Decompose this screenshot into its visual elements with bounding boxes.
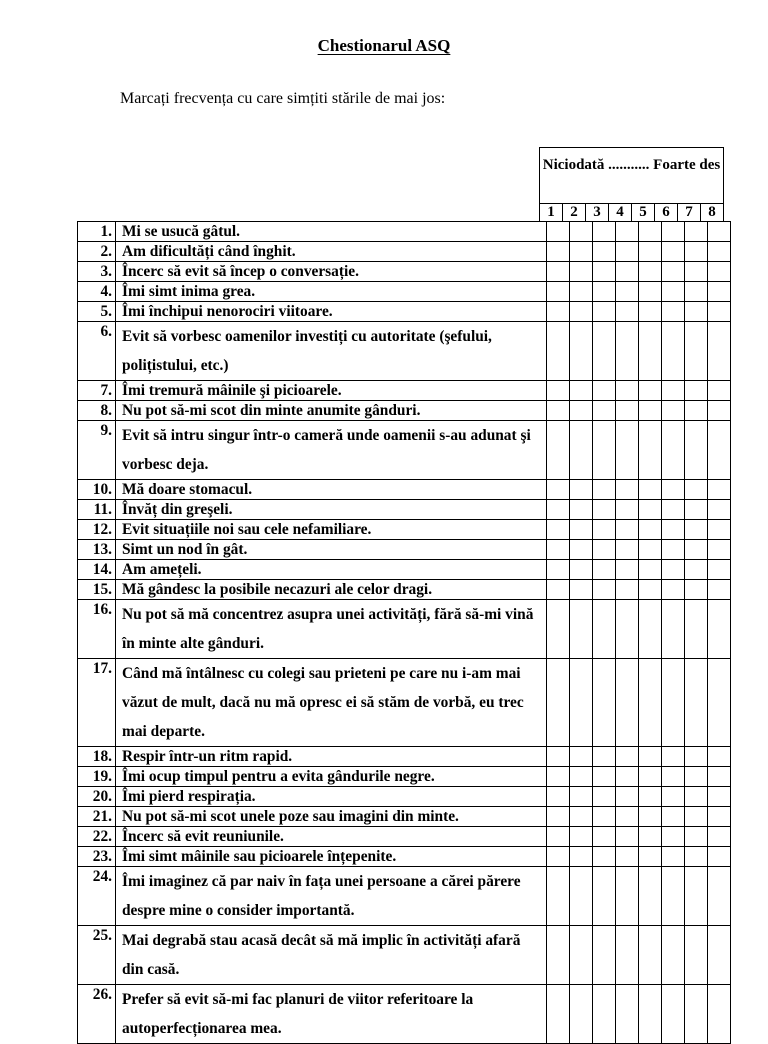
rating-cell-7[interactable] — [685, 827, 708, 847]
question-number: 14. — [78, 560, 116, 580]
rating-cell-3[interactable] — [593, 847, 616, 867]
instruction-text: Marcați frecvența cu care simțiti stările de mai jos: — [120, 90, 446, 107]
rating-cell-5[interactable] — [639, 222, 662, 242]
rating-cell-4[interactable] — [616, 827, 639, 847]
rating-cell-4[interactable] — [616, 242, 639, 262]
rating-cell-1[interactable] — [547, 847, 570, 867]
rating-cell-1[interactable] — [547, 302, 570, 322]
rating-cell-1[interactable] — [547, 767, 570, 787]
rating-cell-8[interactable] — [708, 500, 731, 520]
questionnaire-table — [77, 221, 731, 1044]
rating-cell-3[interactable] — [593, 242, 616, 262]
rating-cell-5[interactable] — [639, 401, 662, 421]
scale-column-7: 7 — [678, 204, 701, 222]
rating-cell-5[interactable] — [639, 381, 662, 401]
rating-cell-4[interactable] — [616, 520, 639, 540]
rating-cell-1[interactable] — [547, 262, 570, 282]
rating-cell-3[interactable] — [593, 480, 616, 500]
rating-cell-4[interactable] — [616, 500, 639, 520]
question-number: 22. — [78, 827, 116, 847]
rating-cell-3[interactable] — [593, 222, 616, 242]
question-row — [78, 381, 731, 401]
rating-cell-1[interactable] — [547, 560, 570, 580]
rating-cell-2[interactable] — [570, 600, 593, 659]
rating-cell-5[interactable] — [639, 985, 662, 1044]
rating-cell-8[interactable] — [708, 222, 731, 242]
rating-cell-2[interactable] — [570, 222, 593, 242]
rating-cell-8[interactable] — [708, 302, 731, 322]
question-row — [78, 787, 731, 807]
rating-cell-8[interactable] — [708, 600, 731, 659]
rating-cell-5[interactable] — [639, 560, 662, 580]
rating-cell-7[interactable] — [685, 767, 708, 787]
rating-cell-8[interactable] — [708, 985, 731, 1044]
rating-cell-7[interactable] — [685, 985, 708, 1044]
rating-cell-2[interactable] — [570, 867, 593, 926]
rating-cell-5[interactable] — [639, 580, 662, 600]
rating-cell-4[interactable] — [616, 867, 639, 926]
question-number: 25. — [78, 926, 116, 985]
rating-cell-7[interactable] — [685, 480, 708, 500]
rating-cell-3[interactable] — [593, 926, 616, 985]
rating-cell-1[interactable] — [547, 985, 570, 1044]
rating-cell-5[interactable] — [639, 520, 662, 540]
rating-cell-7[interactable] — [685, 500, 708, 520]
rating-cell-6[interactable] — [662, 540, 685, 560]
scale-column-1: 1 — [540, 204, 563, 222]
rating-cell-6[interactable] — [662, 421, 685, 480]
question-text: Nu pot să-mi scot din minte anumite gânduri. — [116, 401, 547, 421]
rating-cell-1[interactable] — [547, 926, 570, 985]
rating-cell-1[interactable] — [547, 867, 570, 926]
rating-cell-1[interactable] — [547, 322, 570, 381]
rating-cell-7[interactable] — [685, 560, 708, 580]
rating-cell-7[interactable] — [685, 747, 708, 767]
rating-cell-5[interactable] — [639, 500, 662, 520]
rating-cell-2[interactable] — [570, 540, 593, 560]
rating-cell-6[interactable] — [662, 985, 685, 1044]
rating-cell-8[interactable] — [708, 381, 731, 401]
question-text: Mă doare stomacul. — [116, 480, 547, 500]
question-row — [78, 600, 731, 659]
rating-cell-8[interactable] — [708, 560, 731, 580]
rating-cell-5[interactable] — [639, 480, 662, 500]
rating-cell-5[interactable] — [639, 421, 662, 480]
rating-cell-4[interactable] — [616, 540, 639, 560]
rating-cell-5[interactable] — [639, 659, 662, 747]
rating-cell-7[interactable] — [685, 421, 708, 480]
rating-cell-7[interactable] — [685, 600, 708, 659]
rating-cell-4[interactable] — [616, 381, 639, 401]
rating-cell-6[interactable] — [662, 787, 685, 807]
rating-cell-8[interactable] — [708, 401, 731, 421]
rating-cell-2[interactable] — [570, 500, 593, 520]
rating-cell-7[interactable] — [685, 807, 708, 827]
rating-cell-7[interactable] — [685, 520, 708, 540]
question-row — [78, 767, 731, 787]
rating-cell-8[interactable] — [708, 747, 731, 767]
rating-cell-2[interactable] — [570, 401, 593, 421]
question-text: Îmi tremură mâinile şi picioarele. — [116, 381, 547, 401]
rating-cell-1[interactable] — [547, 520, 570, 540]
rating-cell-6[interactable] — [662, 926, 685, 985]
rating-cell-6[interactable] — [662, 827, 685, 847]
scale-column-8: 8 — [701, 204, 724, 222]
rating-cell-2[interactable] — [570, 421, 593, 480]
rating-cell-3[interactable] — [593, 767, 616, 787]
question-text: Evit să vorbesc oamenilor investiți cu autoritate (şefului, polițistului, etc.) — [116, 322, 547, 381]
rating-cell-1[interactable] — [547, 480, 570, 500]
frequency-scale-header — [539, 147, 724, 222]
rating-cell-7[interactable] — [685, 222, 708, 242]
question-row — [78, 520, 731, 540]
rating-cell-2[interactable] — [570, 322, 593, 381]
scale-column-2: 2 — [563, 204, 586, 222]
rating-cell-4[interactable] — [616, 767, 639, 787]
rating-cell-6[interactable] — [662, 747, 685, 767]
rating-cell-1[interactable] — [547, 242, 570, 262]
rating-cell-1[interactable] — [547, 282, 570, 302]
rating-cell-2[interactable] — [570, 242, 593, 262]
rating-cell-5[interactable] — [639, 322, 662, 381]
rating-cell-4[interactable] — [616, 222, 639, 242]
rating-cell-8[interactable] — [708, 580, 731, 600]
rating-cell-6[interactable] — [662, 867, 685, 926]
question-row — [78, 827, 731, 847]
question-text: Respir într-un ritm rapid. — [116, 747, 547, 767]
question-row — [78, 560, 731, 580]
rating-cell-4[interactable] — [616, 401, 639, 421]
question-row — [78, 322, 731, 381]
rating-cell-2[interactable] — [570, 807, 593, 827]
question-row — [78, 302, 731, 322]
rating-cell-5[interactable] — [639, 767, 662, 787]
rating-cell-3[interactable] — [593, 540, 616, 560]
question-number: 9. — [78, 421, 116, 480]
rating-cell-7[interactable] — [685, 540, 708, 560]
rating-cell-8[interactable] — [708, 322, 731, 381]
scale-column-6: 6 — [655, 204, 678, 222]
question-number: 13. — [78, 540, 116, 560]
question-number: 11. — [78, 500, 116, 520]
question-row — [78, 500, 731, 520]
scale-column-5: 5 — [632, 204, 655, 222]
rating-cell-4[interactable] — [616, 847, 639, 867]
rating-cell-8[interactable] — [708, 827, 731, 847]
question-row — [78, 807, 731, 827]
rating-cell-3[interactable] — [593, 827, 616, 847]
rating-cell-4[interactable] — [616, 580, 639, 600]
rating-cell-5[interactable] — [639, 847, 662, 867]
question-row — [78, 282, 731, 302]
rating-cell-3[interactable] — [593, 787, 616, 807]
question-number: 18. — [78, 747, 116, 767]
rating-cell-2[interactable] — [570, 381, 593, 401]
rating-cell-2[interactable] — [570, 767, 593, 787]
question-text: Îmi ocup timpul pentru a evita gândurile negre. — [116, 767, 547, 787]
rating-cell-4[interactable] — [616, 480, 639, 500]
rating-cell-2[interactable] — [570, 847, 593, 867]
question-number: 17. — [78, 659, 116, 747]
question-number: 10. — [78, 480, 116, 500]
rating-cell-6[interactable] — [662, 222, 685, 242]
rating-cell-6[interactable] — [662, 659, 685, 747]
rating-cell-4[interactable] — [616, 560, 639, 580]
question-row — [78, 985, 731, 1044]
rating-cell-3[interactable] — [593, 985, 616, 1044]
rating-cell-7[interactable] — [685, 659, 708, 747]
rating-cell-6[interactable] — [662, 381, 685, 401]
rating-cell-2[interactable] — [570, 827, 593, 847]
rating-cell-6[interactable] — [662, 401, 685, 421]
question-row — [78, 401, 731, 421]
rating-cell-6[interactable] — [662, 807, 685, 827]
rating-cell-3[interactable] — [593, 500, 616, 520]
rating-cell-3[interactable] — [593, 520, 616, 540]
rating-cell-1[interactable] — [547, 401, 570, 421]
rating-cell-4[interactable] — [616, 322, 639, 381]
rating-cell-2[interactable] — [570, 926, 593, 985]
rating-cell-6[interactable] — [662, 520, 685, 540]
question-text: Când mă întâlnesc cu colegi sau prieteni pe care nu i-am mai văzut de mult, dacă nu mă opresc ei să stăm de vorbă, eu trec mai departe. — [116, 659, 547, 747]
rating-cell-1[interactable] — [547, 500, 570, 520]
rating-cell-1[interactable] — [547, 659, 570, 747]
question-number: 7. — [78, 381, 116, 401]
rating-cell-3[interactable] — [593, 560, 616, 580]
question-text: Îmi închipui nenorociri viitoare. — [116, 302, 547, 322]
question-number: 2. — [78, 242, 116, 262]
question-row — [78, 926, 731, 985]
rating-cell-5[interactable] — [639, 600, 662, 659]
rating-cell-4[interactable] — [616, 659, 639, 747]
rating-cell-2[interactable] — [570, 985, 593, 1044]
rating-cell-5[interactable] — [639, 747, 662, 767]
question-text: Evit să intru singur într-o cameră unde oamenii s-au adunat şi vorbesc deja. — [116, 421, 547, 480]
question-number: 26. — [78, 985, 116, 1044]
rating-cell-2[interactable] — [570, 480, 593, 500]
rating-cell-7[interactable] — [685, 282, 708, 302]
rating-cell-8[interactable] — [708, 540, 731, 560]
rating-cell-8[interactable] — [708, 282, 731, 302]
rating-cell-4[interactable] — [616, 747, 639, 767]
rating-cell-2[interactable] — [570, 659, 593, 747]
rating-cell-5[interactable] — [639, 282, 662, 302]
rating-cell-6[interactable] — [662, 767, 685, 787]
rating-cell-2[interactable] — [570, 520, 593, 540]
rating-cell-8[interactable] — [708, 659, 731, 747]
question-text: Am amețeli. — [116, 560, 547, 580]
question-text: Mai degrabă stau acasă decât să mă implic în activități afară din casă. — [116, 926, 547, 985]
question-number: 12. — [78, 520, 116, 540]
rating-cell-3[interactable] — [593, 600, 616, 659]
question-number: 1. — [78, 222, 116, 242]
rating-cell-1[interactable] — [547, 222, 570, 242]
rating-cell-6[interactable] — [662, 600, 685, 659]
rating-cell-6[interactable] — [662, 262, 685, 282]
question-number: 20. — [78, 787, 116, 807]
question-text: Nu pot să mă concentrez asupra unei activități, fără să-mi vină în minte alte gânduri. — [116, 600, 547, 659]
rating-cell-5[interactable] — [639, 926, 662, 985]
rating-cell-5[interactable] — [639, 242, 662, 262]
rating-cell-5[interactable] — [639, 787, 662, 807]
rating-cell-7[interactable] — [685, 401, 708, 421]
rating-cell-7[interactable] — [685, 847, 708, 867]
rating-cell-8[interactable] — [708, 520, 731, 540]
rating-cell-2[interactable] — [570, 747, 593, 767]
question-number: 15. — [78, 580, 116, 600]
rating-cell-5[interactable] — [639, 262, 662, 282]
rating-cell-6[interactable] — [662, 242, 685, 262]
rating-cell-3[interactable] — [593, 262, 616, 282]
rating-cell-5[interactable] — [639, 867, 662, 926]
question-number: 3. — [78, 262, 116, 282]
question-text: Mă gândesc la posibile necazuri ale celor dragi. — [116, 580, 547, 600]
rating-cell-8[interactable] — [708, 262, 731, 282]
rating-cell-2[interactable] — [570, 787, 593, 807]
question-text: Nu pot să-mi scot unele poze sau imagini din minte. — [116, 807, 547, 827]
rating-cell-6[interactable] — [662, 580, 685, 600]
question-text: Încerc să evit să încep o conversație. — [116, 262, 547, 282]
rating-cell-6[interactable] — [662, 322, 685, 381]
rating-cell-6[interactable] — [662, 302, 685, 322]
scale-column-4: 4 — [609, 204, 632, 222]
question-text: Mi se usucă gâtul. — [116, 222, 547, 242]
questionnaire-title: Chestionarul ASQ — [317, 36, 451, 55]
rating-cell-4[interactable] — [616, 600, 639, 659]
rating-cell-7[interactable] — [685, 787, 708, 807]
rating-cell-6[interactable] — [662, 560, 685, 580]
rating-cell-5[interactable] — [639, 302, 662, 322]
question-text: Am dificultăți când înghit. — [116, 242, 547, 262]
rating-cell-3[interactable] — [593, 807, 616, 827]
rating-cell-2[interactable] — [570, 560, 593, 580]
rating-cell-6[interactable] — [662, 847, 685, 867]
rating-cell-4[interactable] — [616, 282, 639, 302]
rating-cell-1[interactable] — [547, 787, 570, 807]
question-text: Evit situațiile noi sau cele nefamiliare. — [116, 520, 547, 540]
rating-cell-8[interactable] — [708, 867, 731, 926]
rating-cell-1[interactable] — [547, 421, 570, 480]
rating-cell-3[interactable] — [593, 747, 616, 767]
rating-cell-1[interactable] — [547, 580, 570, 600]
question-number: 4. — [78, 282, 116, 302]
question-row — [78, 262, 731, 282]
rating-cell-4[interactable] — [616, 787, 639, 807]
rating-cell-2[interactable] — [570, 282, 593, 302]
rating-cell-2[interactable] — [570, 580, 593, 600]
question-row — [78, 242, 731, 262]
rating-cell-3[interactable] — [593, 282, 616, 302]
question-number: 23. — [78, 847, 116, 867]
rating-cell-3[interactable] — [593, 302, 616, 322]
question-row — [78, 421, 731, 480]
question-row — [78, 847, 731, 867]
rating-cell-7[interactable] — [685, 926, 708, 985]
question-text: Simt un nod în gât. — [116, 540, 547, 560]
rating-cell-1[interactable] — [547, 807, 570, 827]
scale-column-3: 3 — [586, 204, 609, 222]
question-text: Prefer să evit să-mi fac planuri de viitor referitoare la autoperfecționarea mea. — [116, 985, 547, 1044]
question-text: Încerc să evit reuniunile. — [116, 827, 547, 847]
rating-cell-3[interactable] — [593, 381, 616, 401]
question-text: Îmi imaginez că par naiv în fața unei persoane a cărei părere despre mine o consider importantă. — [116, 867, 547, 926]
question-row — [78, 580, 731, 600]
rating-cell-6[interactable] — [662, 500, 685, 520]
rating-cell-1[interactable] — [547, 381, 570, 401]
rating-cell-7[interactable] — [685, 262, 708, 282]
rating-cell-7[interactable] — [685, 302, 708, 322]
rating-cell-6[interactable] — [662, 480, 685, 500]
question-number: 21. — [78, 807, 116, 827]
rating-cell-3[interactable] — [593, 580, 616, 600]
question-row — [78, 867, 731, 926]
question-row — [78, 747, 731, 767]
rating-cell-8[interactable] — [708, 767, 731, 787]
rating-cell-8[interactable] — [708, 807, 731, 827]
question-number: 5. — [78, 302, 116, 322]
rating-cell-1[interactable] — [547, 747, 570, 767]
rating-cell-4[interactable] — [616, 926, 639, 985]
question-text: Îmi simt inima grea. — [116, 282, 547, 302]
rating-cell-6[interactable] — [662, 282, 685, 302]
rating-cell-8[interactable] — [708, 421, 731, 480]
rating-cell-7[interactable] — [685, 322, 708, 381]
rating-cell-8[interactable] — [708, 787, 731, 807]
rating-cell-2[interactable] — [570, 262, 593, 282]
question-text: Îmi pierd respirația. — [116, 787, 547, 807]
rating-cell-3[interactable] — [593, 659, 616, 747]
rating-cell-8[interactable] — [708, 242, 731, 262]
rating-cell-4[interactable] — [616, 807, 639, 827]
rating-cell-7[interactable] — [685, 867, 708, 926]
rating-cell-4[interactable] — [616, 421, 639, 480]
rating-cell-1[interactable] — [547, 827, 570, 847]
rating-cell-2[interactable] — [570, 302, 593, 322]
question-number: 19. — [78, 767, 116, 787]
rating-cell-4[interactable] — [616, 302, 639, 322]
rating-cell-8[interactable] — [708, 926, 731, 985]
rating-cell-8[interactable] — [708, 480, 731, 500]
rating-cell-3[interactable] — [593, 421, 616, 480]
question-number: 24. — [78, 867, 116, 926]
rating-cell-5[interactable] — [639, 827, 662, 847]
rating-cell-8[interactable] — [708, 847, 731, 867]
rating-cell-7[interactable] — [685, 580, 708, 600]
question-row — [78, 222, 731, 242]
rating-cell-5[interactable] — [639, 807, 662, 827]
question-text: Îmi simt mâinile sau picioarele înțepenite. — [116, 847, 547, 867]
rating-cell-3[interactable] — [593, 401, 616, 421]
question-row — [78, 659, 731, 747]
rating-cell-1[interactable] — [547, 600, 570, 659]
rating-cell-5[interactable] — [639, 540, 662, 560]
question-row — [78, 480, 731, 500]
question-row — [78, 540, 731, 560]
question-number: 6. — [78, 322, 116, 381]
rating-cell-4[interactable] — [616, 262, 639, 282]
rating-cell-7[interactable] — [685, 381, 708, 401]
question-text: Învăț din greşeli. — [116, 500, 547, 520]
rating-cell-7[interactable] — [685, 242, 708, 262]
scale-label: Niciodată ........... Foarte des — [540, 148, 724, 204]
question-number: 16. — [78, 600, 116, 659]
rating-cell-3[interactable] — [593, 322, 616, 381]
rating-cell-1[interactable] — [547, 540, 570, 560]
rating-cell-4[interactable] — [616, 985, 639, 1044]
question-number: 8. — [78, 401, 116, 421]
rating-cell-3[interactable] — [593, 867, 616, 926]
